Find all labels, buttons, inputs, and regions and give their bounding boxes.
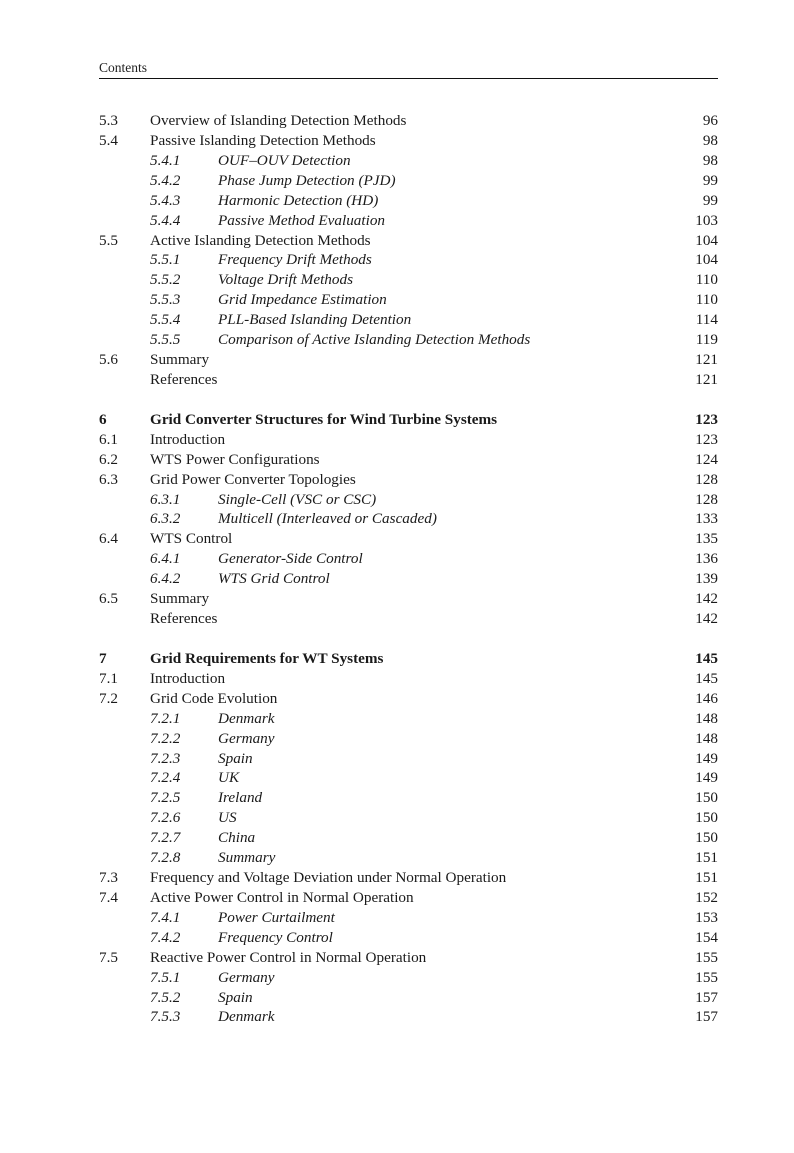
toc-entry-subsection[interactable] [99,908,718,928]
toc-entry-title[interactable]: Summary [218,849,276,867]
toc-entry-subsection[interactable] [99,848,718,868]
toc-entry-title[interactable]: Reactive Power Control in Normal Operation [150,948,427,966]
toc-entry-page[interactable]: 136 [695,550,718,568]
toc-entry-title[interactable]: Spain [218,988,253,1006]
toc-entry-title[interactable]: Generator-Side Control [218,550,363,568]
toc-entry-page[interactable]: 146 [695,689,718,707]
toc-entry-number: 7.5.1 [150,968,181,986]
toc-entry-subsection[interactable] [99,171,718,191]
toc-entry-number: 5.4 [99,131,118,149]
toc-entry-title[interactable]: Grid Power Converter Topologies [150,470,356,488]
toc-entry-number: 6.2 [99,450,118,468]
toc-entry-subsection[interactable] [99,968,718,988]
toc-entry-subsection[interactable] [99,808,718,828]
toc-entry-subsection[interactable] [99,788,718,808]
toc-entry-number: 5.5.2 [150,271,181,289]
toc-entry-title[interactable]: WTS Grid Control [218,570,330,588]
toc-spacer [99,629,718,649]
toc-entry-section[interactable] [99,589,718,609]
toc-entry-number: 6.3.2 [150,510,181,528]
toc-entry-subsection[interactable] [99,988,718,1008]
toc-entry-page[interactable]: 150 [695,809,718,827]
toc-entry-title[interactable]: Harmonic Detection (HD) [218,191,379,209]
toc-entry-title[interactable]: Denmark [218,709,275,727]
toc-entry-page[interactable]: 155 [695,968,718,986]
toc-entry-subsection[interactable] [99,310,718,330]
toc-entry-page[interactable]: 154 [695,928,718,946]
toc-entry-subsection[interactable] [99,270,718,290]
toc-entry-subsection[interactable] [99,569,718,589]
toc-entry-number: 7.5.3 [150,1008,181,1026]
toc-entry-section[interactable] [99,529,718,549]
toc-entry-number: 6.3 [99,470,118,488]
toc-entry-section[interactable] [99,948,718,968]
toc-entry-page[interactable]: 151 [695,849,718,867]
toc-entry-page[interactable]: 152 [695,888,718,906]
toc-entry-section[interactable] [99,689,718,709]
toc-entry-title[interactable]: Summary [150,351,210,369]
toc-entry-subsection[interactable] [99,1007,718,1027]
toc-entry-number: 7.2.1 [150,709,181,727]
toc-entry-page[interactable]: 128 [695,490,718,508]
toc-entry-page[interactable]: 151 [695,869,718,887]
toc-entry-number: 5.5.3 [150,291,181,309]
toc-entry-title[interactable]: Comparison of Active Islanding Detection Methods [218,331,531,349]
toc-entry-page[interactable]: 98 [702,151,718,169]
toc-entry-page[interactable]: 96 [702,112,718,129]
toc-entry-title[interactable]: PLL-Based Islanding Detention [218,311,412,329]
toc-entry-title[interactable]: WTS Power Configurations [150,450,320,468]
toc-entry-page[interactable]: 99 [702,191,718,209]
toc-entry-page[interactable]: 110 [695,291,718,309]
toc-entry-number: 5.3 [99,112,118,129]
toc-entry-number: 7.4 [99,888,118,906]
toc-entry-page[interactable]: 149 [695,769,718,787]
toc-entry-page[interactable]: 142 [695,590,718,608]
toc-entry-page[interactable]: 153 [695,908,718,926]
toc-entry-page[interactable]: 104 [695,251,718,269]
toc-entry-section[interactable] [99,609,718,629]
toc-entry-number: 7.3 [99,869,118,887]
toc-entry-number: 5.5.4 [150,311,181,329]
toc-entry-number: 5.5.1 [150,251,181,269]
toc-entry-number: 5.4.1 [150,151,181,169]
toc-entry-section[interactable] [99,868,718,888]
toc-entry-title[interactable]: References [150,610,218,628]
toc-entry-number: 7.2.5 [150,789,181,807]
toc-entry-page[interactable]: 110 [695,271,718,289]
toc-entry-subsection[interactable] [99,191,718,211]
toc-entry-subsection[interactable] [99,768,718,788]
toc-entry-number: 6.3.1 [150,490,181,508]
toc-entry-title[interactable]: OUF–OUV Detection [218,151,351,169]
toc-entry-page[interactable]: 123 [695,410,718,428]
toc-entry-number: 7.2.4 [150,769,181,787]
toc-entry-section[interactable] [99,350,718,370]
toc-entry-title[interactable]: Summary [150,590,210,608]
toc-entry-page[interactable]: 148 [695,709,718,727]
toc-entry-title[interactable]: Introduction [150,430,226,448]
toc-entry-page[interactable]: 121 [695,351,718,369]
toc-entry-subsection[interactable] [99,928,718,948]
table-of-contents [99,111,718,1027]
toc-entry-number: 6.4.1 [150,550,181,568]
toc-entry-page[interactable]: 119 [695,331,718,349]
toc-entry-title[interactable]: Grid Impedance Estimation [218,291,387,309]
toc-entry-section[interactable] [99,370,718,390]
toc-entry-number: 7.2.3 [150,749,181,767]
toc-entry-subsection[interactable] [99,729,718,749]
toc-entry-title[interactable]: UK [218,769,240,787]
toc-entry-number: 5.5.5 [150,331,181,349]
toc-entry-subsection[interactable] [99,509,718,529]
toc-entry-title[interactable]: Active Power Control in Normal Operation [150,888,414,906]
toc-entry-page[interactable]: 157 [695,988,718,1006]
toc-entry-number: 5.4.3 [150,191,181,209]
toc-entry-section[interactable] [99,430,718,450]
toc-entry-title[interactable]: Grid Requirements for WT Systems [150,649,384,667]
header-rule [99,78,718,79]
toc-entry-title[interactable]: Phase Jump Detection (PJD) [218,171,396,189]
toc-entry-number: 7.2.8 [150,849,181,867]
toc-entry-number: 5.5 [99,231,118,249]
toc-entry-page[interactable]: 142 [695,610,718,628]
toc-entry-subsection[interactable] [99,330,718,350]
toc-entry-title[interactable]: China [218,829,256,847]
toc-entry-title[interactable]: WTS Control [150,530,233,548]
toc-entry-subsection[interactable] [99,211,718,231]
toc-entry-page[interactable]: 98 [702,131,718,149]
toc-entry-number: 7.2.2 [150,729,181,747]
toc-entry-page[interactable]: 148 [695,729,718,747]
toc-entry-subsection[interactable] [99,490,718,510]
toc-entry-page[interactable]: 157 [695,1008,718,1026]
toc-entry-section[interactable] [99,111,718,131]
toc-entry-page[interactable]: 155 [695,948,718,966]
toc-entry-title[interactable]: Germany [218,729,275,747]
toc-entry-subsection[interactable] [99,709,718,729]
toc-entry-title[interactable]: Introduction [150,669,226,687]
toc-entry-title[interactable]: Germany [218,968,275,986]
toc-entry-title[interactable]: Frequency Drift Methods [218,251,372,269]
toc-entry-number: 6.4 [99,530,118,548]
toc-entry-number: 7.2 [99,689,118,707]
toc-entry-chapter[interactable] [99,649,718,669]
toc-entry-chapter[interactable] [99,410,718,430]
toc-entry-page[interactable]: 104 [695,231,718,249]
toc-entry-page[interactable]: 145 [695,649,718,667]
toc-entry-section[interactable] [99,131,718,151]
toc-entry-page[interactable]: 121 [695,370,718,388]
toc-entry-number: 7.2.6 [150,809,181,827]
toc-entry-section[interactable] [99,450,718,470]
toc-entry-subsection[interactable] [99,250,718,270]
toc-entry-number: 7 [99,649,107,667]
toc-entry-page[interactable]: 99 [702,171,718,189]
toc-entry-page[interactable]: 114 [695,311,718,329]
toc-entry-number: 5.6 [99,351,118,369]
toc-entry-title[interactable]: Grid Converter Structures for Wind Turbine Systems [150,410,498,428]
toc-entry-page[interactable]: 135 [695,530,718,548]
toc-entry-page[interactable]: 128 [695,470,718,488]
running-head: Contents [99,60,148,75]
toc-entry-page[interactable]: 123 [695,430,718,448]
toc-entry-title[interactable]: Frequency and Voltage Deviation under Normal Operation [150,869,507,887]
toc-entry-section[interactable] [99,888,718,908]
toc-entry-number: 7.4.2 [150,928,181,946]
toc-entry-title[interactable]: Spain [218,749,253,767]
toc-entry-subsection[interactable] [99,749,718,769]
toc-entry-title[interactable]: Denmark [218,1008,275,1026]
toc-entry-subsection[interactable] [99,549,718,569]
toc-entry-section[interactable] [99,669,718,689]
toc-entry-title[interactable]: Overview of Islanding Detection Methods [150,112,407,129]
toc-entry-page[interactable]: 150 [695,829,718,847]
toc-entry-section[interactable] [99,231,718,251]
toc-entry-number: 7.5.2 [150,988,181,1006]
toc-entry-page[interactable]: 149 [695,749,718,767]
toc-spacer [99,390,718,410]
toc-entry-title[interactable]: Active Islanding Detection Methods [150,231,371,249]
toc-entry-number: 7.4.1 [150,908,181,926]
toc-entry-title[interactable]: Single-Cell (VSC or CSC) [218,490,377,508]
toc-entry-subsection[interactable] [99,828,718,848]
toc-entry-number: 7.1 [99,669,118,687]
toc-entry-number: 7.2.7 [150,829,181,847]
toc-entry-title[interactable]: Power Curtailment [218,908,335,926]
toc-entry-title[interactable]: References [150,370,218,388]
toc-entry-title[interactable]: Multicell (Interleaved or Cascaded) [218,510,437,528]
toc-entry-number: 6.4.2 [150,570,181,588]
toc-entry-subsection[interactable] [99,290,718,310]
toc-entry-number: 6.5 [99,590,118,608]
toc-entry-number: 6.1 [99,430,118,448]
toc-entry-number: 7.5 [99,948,118,966]
toc-entry-page[interactable]: 103 [695,211,718,229]
toc-entry-subsection[interactable] [99,151,718,171]
toc-entry-title[interactable]: Passive Method Evaluation [218,211,386,229]
toc-entry-title[interactable]: Frequency Control [218,928,333,946]
toc-entry-title[interactable]: Ireland [218,789,263,807]
toc-entry-page[interactable]: 124 [695,450,718,468]
toc-entry-title[interactable]: Grid Code Evolution [150,689,278,707]
toc-entry-page[interactable]: 133 [695,510,718,528]
toc-entry-title[interactable]: US [218,809,237,827]
toc-entry-page[interactable]: 139 [695,570,718,588]
toc-entry-number: 6 [99,410,107,428]
toc-entry-number: 5.4.2 [150,171,181,189]
toc-entry-number: 5.4.4 [150,211,181,229]
toc-entry-title[interactable]: Passive Islanding Detection Methods [150,131,376,149]
toc-entry-section[interactable] [99,470,718,490]
toc-entry-page[interactable]: 150 [695,789,718,807]
toc-entry-title[interactable]: Voltage Drift Methods [218,271,353,289]
toc-entry-page[interactable]: 145 [695,669,718,687]
